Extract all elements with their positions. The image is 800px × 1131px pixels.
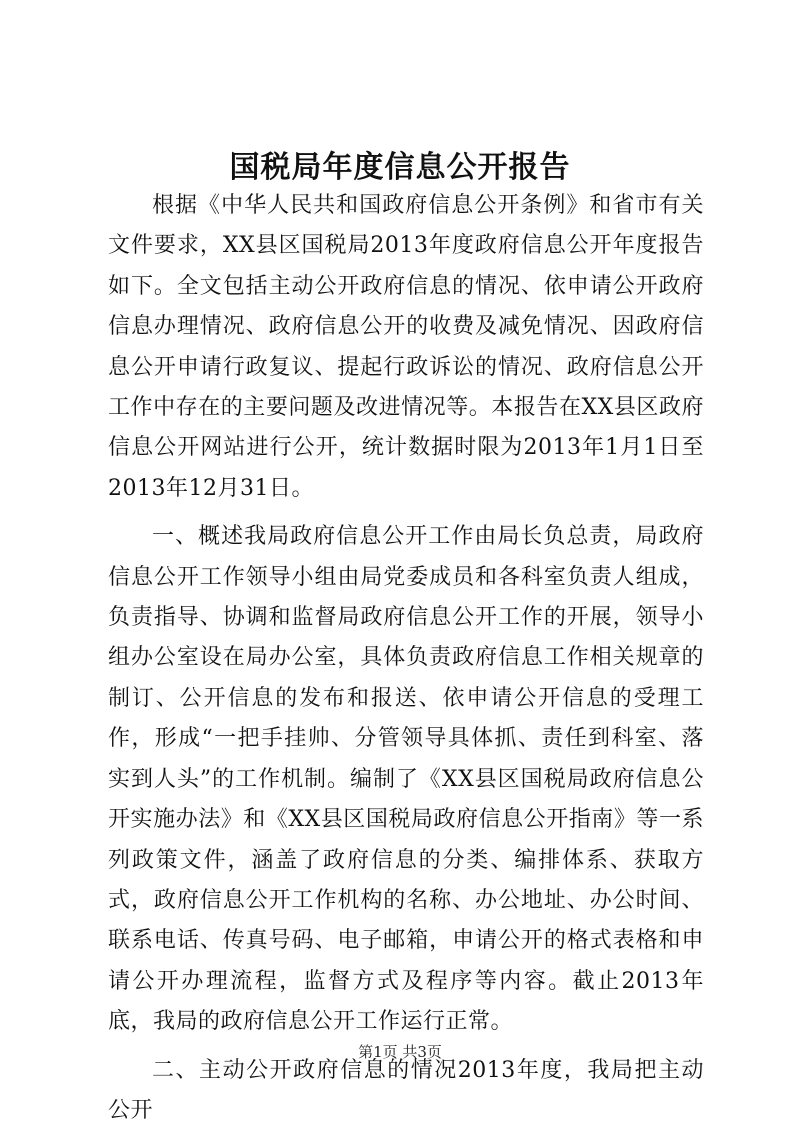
paragraph-intro: 根据《中华人民共和国政府信息公开条例》和省市有关文件要求，XX县区国税局2013年度政府信息公开年度报告如下。全文包括主动公开政府信息的情况、依申请公开政府信息办理情况、政府信息公开的收费及减免情况、因政府信息公开申请行政复议、提起行政诉讼的情况、政府信息公开工作中存在的主要问题及改进情况等。本报告在XX县区政府信息公开网站进行公开，统计数据时限为2013年1月1日至2013年12月31日。 [108,193,704,501]
paragraph-overview: 一、概述我局政府信息公开工作由局长负总责，局政府信息公开工作领导小组由局党委成员和各科室负责人组成，负责指导、协调和监督局政府信息公开工作的开展，领导小组办公室设在局办公室，具体负责政府信息工作相关规章的制订、公开信息的发布和报送、依申请公开信息的受理工作，形成“一把手挂帅、分管领导具体抓、责任到科室、落实到人头”的工作机制。编制了《XX县区国税局政府信息公开实施办法》和《XX县区国税局政府信息公开指南》等一系列政策文件，涵盖了政府信息的分类、编排体系、获取方式，政府信息公开工作机构的名称、办公地址、办公时间、联系电话、传真号码、电子邮箱，申请公开的格式表格和申请公开办理流程，监督方式及程序等内容。截止2013年底，我局的政府信息公开工作运行正常。 [108,524,704,1035]
document-body [108,186,704,1131]
page-number-footer: 第1页 共3页 [358,1043,442,1061]
document-title: 国税局年度信息公开报告 [229,150,571,185]
paragraph-proactive-disclosure: 二、主动公开政府信息的情况2013年度，我局把主动公开 [108,1057,704,1123]
